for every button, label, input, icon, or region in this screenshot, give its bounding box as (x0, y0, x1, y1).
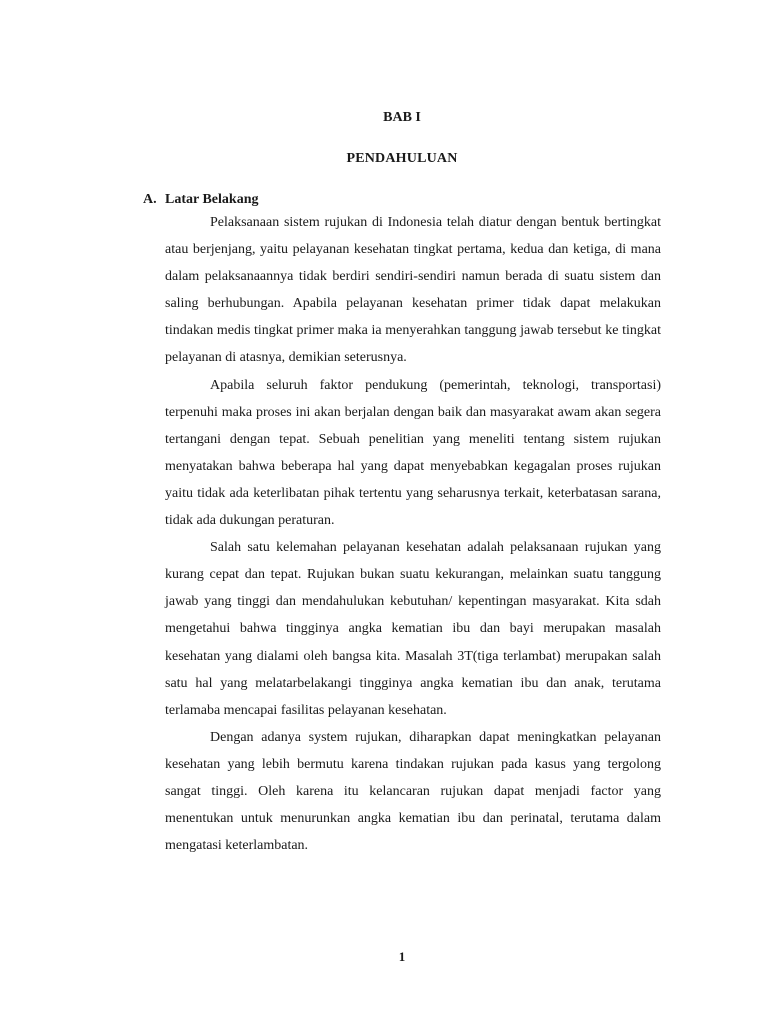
section-title: Latar Belakang (165, 192, 259, 207)
paragraph: Pelaksanaan sistem rujukan di Indonesia telah diatur dengan bentuk bertingkat atau berjenjang, yaitu pelayanan kesehatan tingkat pertama, kedua dan ketiga, di mana dalam pelaksanaannya tidak berdiri sendiri-sendiri namun berada di suatu sistem dan saling berhubungan. Apabila pelayanan kesehatan primer tidak dapat melakukan tindakan medis tingkat primer maka ia menyerahkan tanggung jawab tersebut ke tingkat pelayanan di atasnya, demikian seterusnya. (165, 215, 661, 366)
section-marker: A. (143, 192, 157, 207)
body-text (165, 209, 661, 859)
paragraph: Salah satu kelemahan pelayanan kesehatan adalah pelaksanaan rujukan yang kurang cepat dan tepat. Rujukan bukan suatu kekurangan, melainkan suatu tanggung jawab yang tinggi dan mendahulukan kebutuhan/ kepentingan masyarakat. Kita sdah mengetahui bahwa tingginya angka kematian ibu dan bayi merupakan masalah kesehatan yang dialami oleh bangsa kita. Masalah 3T(tiga terlambat) merupakan salah satu hal yang melatarbelakangi tingginya angka kematian ibu dan anak, terutama terlamaba mencapai fasilitas pelayanan kesehatan. (165, 540, 661, 718)
paragraph: Dengan adanya system rujukan, diharapkan dapat meningkatkan pelayanan kesehatan yang lebih bermutu karena tindakan rujukan pada kasus yang tergolong sangat tinggi. Oleh karena itu kelancaran rujukan dapat menjadi factor yang menentukan untuk menurunkan angka kematian ibu dan perinatal, terutama dalam mengatasi keterlambatan. (165, 729, 661, 854)
paragraph: Apabila seluruh faktor pendukung (pemerintah, teknologi, transportasi) terpenuhi maka proses ini akan berjalan dengan baik dan masyarakat awam akan segera tertangani dengan tepat. Sebuah penelitian yang meneliti tentang sistem rujukan menyatakan bahwa beberapa hal yang dapat menyebabkan kegagalan proses rujukan yaitu tidak ada keterlibatan pihak tertentu yang seharusnya terkait, keterbatasan sarana, tidak ada dukungan peraturan. (165, 377, 661, 529)
page-number: 1 (398, 949, 406, 964)
chapter-title: PENDAHULUAN (346, 151, 458, 166)
section-heading (143, 191, 258, 209)
chapter-number: BAB I (383, 110, 421, 125)
